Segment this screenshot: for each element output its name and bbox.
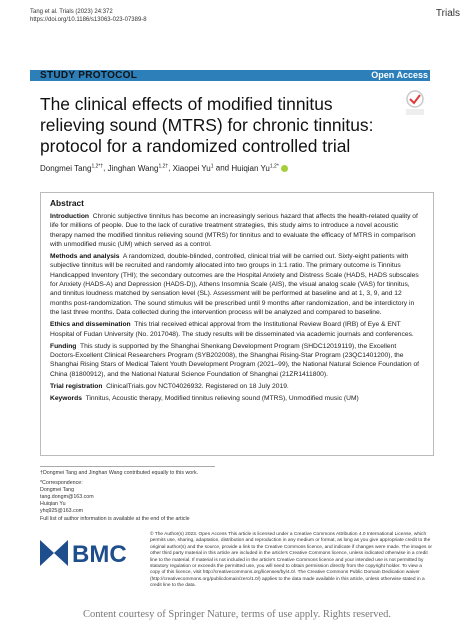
open-access-label: Open Access xyxy=(371,70,428,80)
abstract-body xyxy=(50,212,422,407)
article-title: The clinical effects of modified tinnitus relieving sound (MTRS) for chronic tinnitus: protocol for a randomized controlled trial xyxy=(40,94,374,156)
crossmark-button[interactable] xyxy=(404,90,426,118)
citation: Tang et al. Trials (2023) 24:372 xyxy=(30,9,113,15)
author: Dongmei Tang$^{1,2*\dagger}$ xyxy=(40,163,104,173)
article-meta xyxy=(30,8,147,24)
footnote-line: †Dongmei Tang and Jinghan Wang contributed equally to this work. xyxy=(40,470,199,476)
svg-text:BMC: BMC xyxy=(72,541,127,566)
doi-link[interactable]: https://doi.org/10.1186/s13063-023-07389-8 xyxy=(30,17,147,23)
abstract-section: Methods and analysis A randomized, double-blinded, controlled, clinical trial will be carried out. Sixty-eight patients with subjective tinnitus will be recruited and randomly allocated into two groups in 1:1 ratio. The primary outcome is Tinnitus Handicapped Inventory (THI); the secondary outcomes are the Hospital Anxiety and Distress Scale (HADS, HADS subscales for Anxiety (HADS-A) and Depression (HADS-D)), Athens Insomnia Scale (AIS), the visual analog scale (VAS) for tinnitus, and tinnitus loudness matched by sensation level (SL). Assessment will be performed at baseline and at 1, 3, 9, and 12 months post-randomization. The sound stimulus will be prescribed until 9 months after randomization, and be interdictory in the last three months. Data collected during the intervention process will be analyzed and compared to baseline. xyxy=(50,253,419,316)
author: Huiqian $Yu^{1,2*}$ xyxy=(231,163,279,173)
crossmark-icon xyxy=(404,90,426,118)
courtesy-notice: Content courtesy of Springer Nature, terms of use apply. Rights reserved. xyxy=(82,609,392,620)
author: Xiaopei Yu$^1$ xyxy=(172,163,214,173)
footnote-line: Dongmei Tang xyxy=(40,487,75,494)
footnotes xyxy=(40,466,215,523)
abstract-heading: Abstract xyxy=(50,198,84,208)
orcid-icon[interactable] xyxy=(281,165,288,172)
author-list: Dongmei Tang$^{1,2*\dagger}$, Jinghan Wang$^{1,2\dagger}$, Xiaopei Yu$^1$ and Huiqian $Yu^{1,2*}$ xyxy=(40,163,288,173)
bmc-logo xyxy=(40,540,140,566)
article-type-label: STUDY PROTOCOL xyxy=(40,70,138,81)
footnote-line: *Correspondence: xyxy=(40,480,83,487)
abstract-section: Trial registration ClinicalTrials.gov NCT04026932. Registered on 18 July 2019. xyxy=(50,383,289,391)
email-link[interactable]: tang.dongm@163.com xyxy=(40,494,94,501)
abstract-section: Funding This study is supported by the Shanghai Shenkang Development Program (SHDC12019119), the Excellent Doctors-Excellent Clinical Researchers Program (SYB202008), the Shanghai Rising-Star Program (23QC1401200), the Shanghai Rising Stars of Medical Talent Youth Development Program (2021–99), the National Natural Science Foundation of China (81800912), and the National Natural Science Foundation of Shanghai (21ZR1411800). xyxy=(50,342,420,378)
abstract-section: Keywords Tinnitus, Acoustic therapy, Modified tinnitus relieving sound (MTRS), Unmodified music (UM) xyxy=(50,395,359,403)
footnote-line: Huiqian Yu xyxy=(40,501,66,508)
abstract-section: Ethics and dissemination This trial received ethical approval from the Institutional Review Board (IRB) of Eye & ENT Hospital of Fudan University (No. 2017048). The study results will be disseminated via academic journals and conferences. xyxy=(50,321,414,338)
email-link[interactable]: yhq925@163.com xyxy=(40,508,84,515)
author: Jinghan Wang$^{1,2\dagger}$ xyxy=(107,163,169,173)
license-text: © The Author(s) 2023. Open Access This article is licensed under a Creative Commons Attribution 4.0 International License, which permits use, sharing, adaptation, distribution and reproduction in any medium or format, as long as you give appropriate credit to the original author(s) and the source, provide a link to the Creative Commons licence, and indicate if changes were made. The images or other third party material in this article are included in the article's Creative Commons licence, unless indicated otherwise in a credit line to the material. If material is not included in the article's Creative Commons licence and your intended use is not permitted by statutory regulation or exceeds the permitted use, you will need to obtain permission directly from the copyright holder. To view a copy of this licence, visit http://creativecommons.org/licenses/by/4.0/. The Creative Commons Public Domain Dedication waiver (http://creativecommons.org/publicdomain/zero/1.0/) applies to the data made available in this article, unless otherwise stated in a credit line to the data. xyxy=(150,532,433,589)
journal-name: Trials xyxy=(435,8,460,19)
footnote-line: Full list of author information is available at the end of the article xyxy=(40,515,190,522)
abstract-section: Introduction Chronic subjective tinnitus has become an increasingly serious hazard that affects the health-related quality of life for millions of people. Due to the lack of curative treatment strategies, this study aims to introduce a novel acoustic therapy named the modified tinnitus relieving sound (MTRS) for tinnitus and to evaluate the efficacy of MTRS in comparison with unmodified music (UM) which served as a control. xyxy=(50,213,418,248)
